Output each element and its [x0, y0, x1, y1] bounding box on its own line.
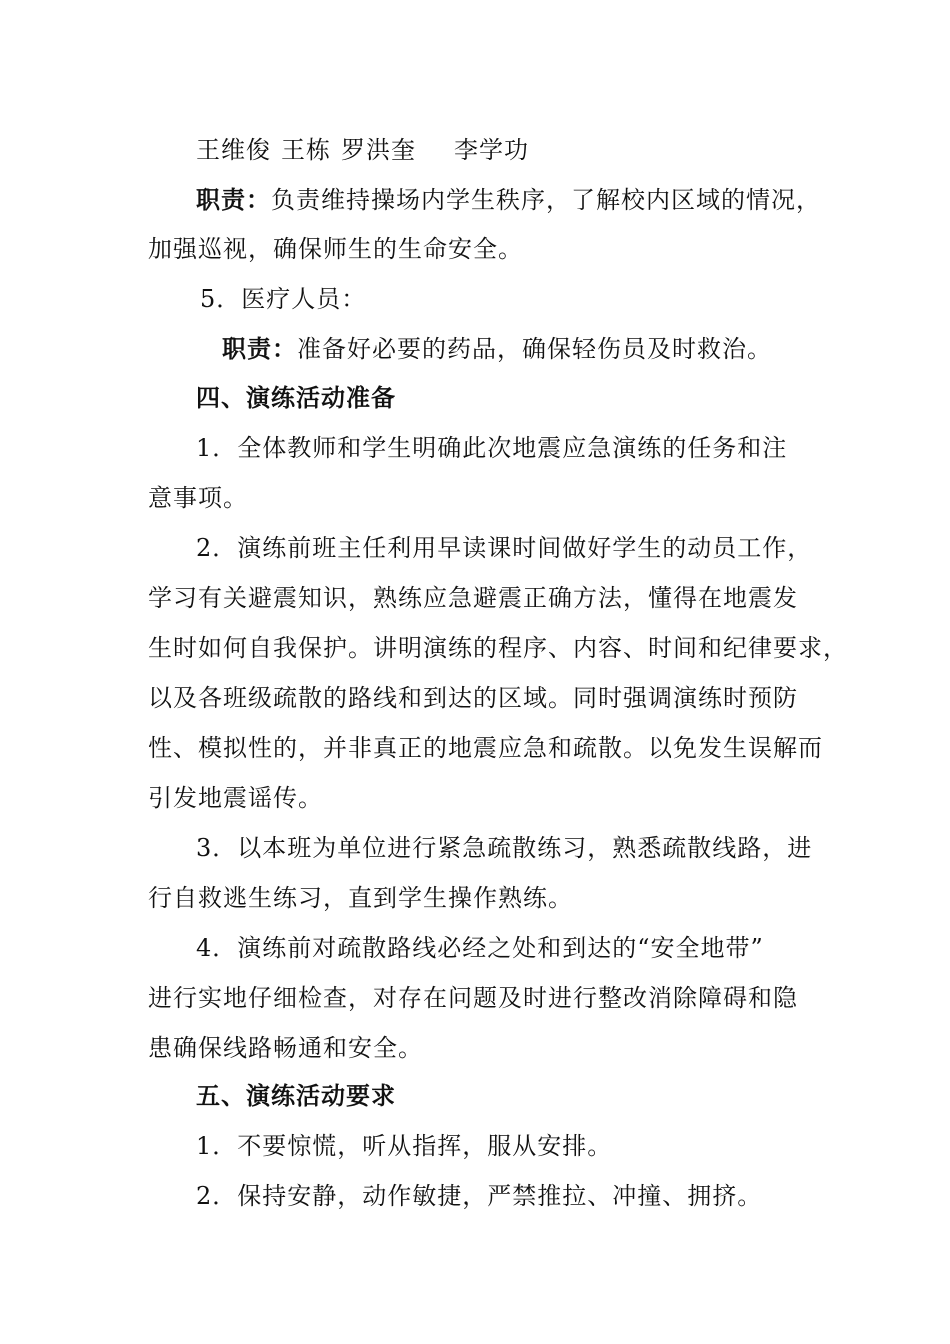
section4-heading: 四、演练活动准备 — [196, 383, 396, 412]
s5-r2: 2．保持安静，动作敏捷，严禁推拉、冲撞、拥挤。 — [196, 1182, 763, 1210]
s4-p2-l6: 引发地震谣传。 — [148, 784, 323, 812]
item5-duty — [222, 333, 882, 365]
names-line — [196, 134, 856, 166]
s4-p1-l2: 意事项。 — [148, 484, 248, 512]
name-1: 王维俊 — [196, 136, 271, 164]
item5-title: 5．医疗人员： — [200, 285, 367, 313]
section5-heading: 五、演练活动要求 — [196, 1081, 396, 1110]
s4-p1-l1: 1．全体教师和学生明确此次地震应急演练的任务和注 — [196, 434, 788, 462]
s4-p3-l1: 3．以本班为单位进行紧急疏散练习，熟悉疏散线路，进 — [196, 834, 813, 862]
s4-p2-l4: 以及各班级疏散的路线和到达的区域。同时强调演练时预防 — [148, 684, 798, 712]
s4-p4-l2: 进行实地仔细检查，对存在问题及时进行整改消除障碍和隐 — [148, 984, 798, 1012]
s4-p4-l1: 4．演练前对疏散路线必经之处和到达的“安全地带” — [196, 934, 764, 962]
name-3: 罗洪奎 — [341, 136, 416, 164]
item5-duty-text: 准备好必要的药品，确保轻伤员及时救治。 — [297, 335, 772, 363]
s4-p3-l2: 行自救逃生练习，直到学生操作熟练。 — [148, 884, 573, 912]
duty4-label: 职责： — [196, 185, 271, 214]
name-2: 王栋 — [281, 136, 331, 164]
s4-p2-l5: 性、模拟性的，并非真正的地震应急和疏散。以免发生误解而 — [148, 734, 823, 762]
s4-p4-l3: 患确保线路畅通和安全。 — [148, 1034, 423, 1062]
s4-p2-l1: 2．演练前班主任利用早读课时间做好学生的动员工作， — [196, 534, 813, 562]
s4-p2-l3: 生时如何自我保护。讲明演练的程序、内容、时间和纪律要求， — [148, 634, 848, 662]
name-4: 李学功 — [454, 136, 529, 164]
s5-r1: 1．不要惊慌，听从指挥，服从安排。 — [196, 1132, 613, 1160]
duty4-line2: 加强巡视，确保师生的生命安全。 — [148, 235, 523, 263]
s4-p2-l2: 学习有关避震知识，熟练应急避震正确方法，懂得在地震发 — [148, 584, 798, 612]
item5-duty-label: 职责： — [222, 334, 297, 363]
duty4-line1 — [196, 184, 856, 216]
duty4-text1: 负责维持操场内学生秩序，了解校内区域的情况， — [271, 186, 821, 214]
